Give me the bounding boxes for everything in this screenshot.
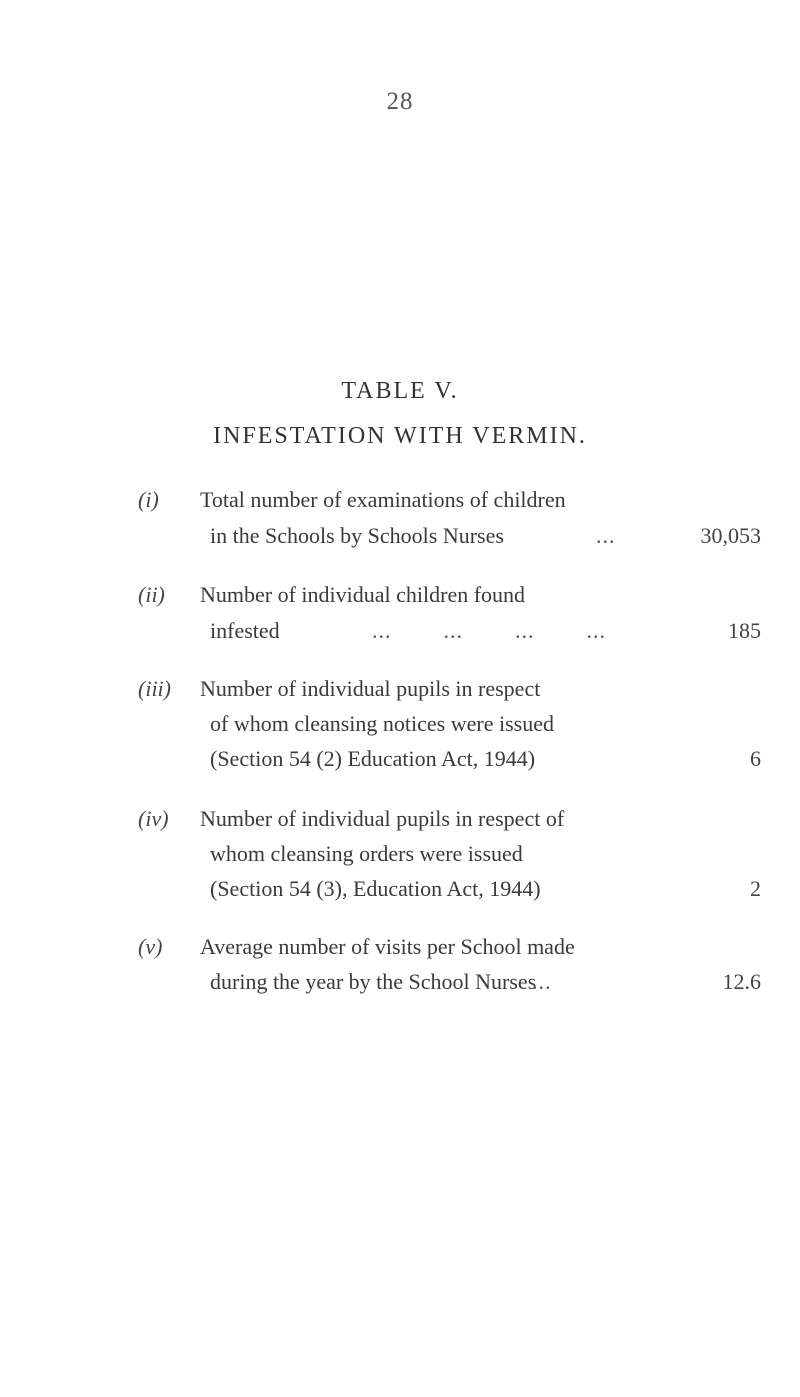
- entry-text-line: Average number of visits per School made: [200, 934, 575, 959]
- entry-value: 2: [750, 876, 761, 901]
- entry-text-line: Number of individual children found: [200, 582, 526, 607]
- leader-dots: ...: [532, 969, 552, 994]
- table-title: TABLE V.: [341, 378, 459, 404]
- entry-label: (v): [138, 934, 163, 959]
- entry-value: 30,053: [700, 523, 761, 548]
- entry-text-line: (Section 54 (2) Education Act, 1944): [210, 746, 536, 771]
- entry-text-line: infested: [210, 618, 280, 643]
- entry-text-line: Total number of examinations of children: [200, 487, 566, 512]
- entry-value: 6: [750, 746, 761, 771]
- table-subtitle: INFESTATION WITH VERMIN.: [213, 423, 587, 449]
- leader-dots: ...: [596, 523, 616, 548]
- entry-label: (iv): [138, 806, 169, 831]
- entry-value: 185: [728, 618, 761, 643]
- entry-text-line: (Section 54 (3), Education Act, 1944): [210, 876, 541, 901]
- entry-text-line: Number of individual pupils in respect of: [200, 806, 565, 831]
- entry-label: (ii): [138, 582, 165, 607]
- page-number: 28: [386, 88, 414, 115]
- entry-text-line: Number of individual pupils in respect: [200, 676, 541, 701]
- entry-text-line: of whom cleansing notices were issued: [210, 711, 554, 736]
- entry-label: (i): [138, 487, 159, 512]
- entry-text-line: during the year by the School Nurses: [210, 969, 537, 994]
- entry-label: (iii): [138, 676, 171, 701]
- entry-text-line: in the Schools by Schools Nurses: [210, 523, 504, 548]
- entry-text-line: whom cleansing orders were issued: [210, 841, 523, 866]
- entry-value: 12.6: [722, 969, 761, 994]
- leader-dots: ... ... ... ...: [372, 618, 606, 643]
